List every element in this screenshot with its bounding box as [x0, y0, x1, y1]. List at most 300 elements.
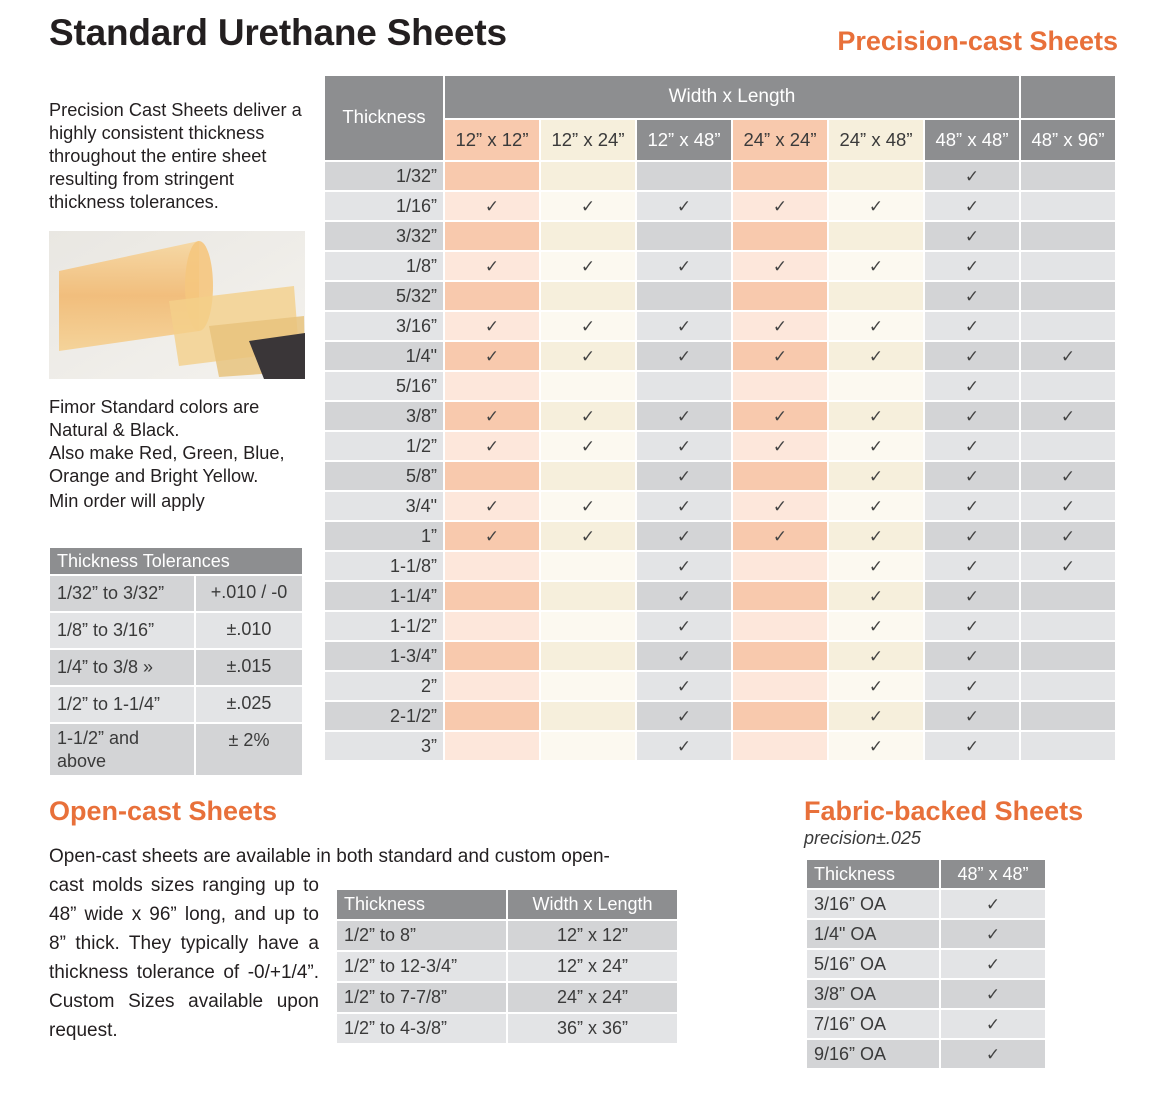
check-mark-icon: ✓: [484, 406, 500, 426]
check-mark-icon: ✓: [772, 406, 788, 426]
availability-cell: [941, 920, 1045, 948]
colors-note-line: Natural & Black.: [49, 420, 180, 440]
colors-note-line: Also make Red, Green, Blue,: [49, 443, 285, 463]
availability-cell: [541, 342, 635, 370]
width-length-header-extra: [1021, 76, 1115, 118]
table-row: [325, 522, 1115, 550]
open-cast-thickness: 1/2” to 8”: [337, 921, 506, 950]
check-mark-icon: ✓: [580, 436, 596, 456]
availability-cell: [445, 372, 539, 400]
size-column-header: 48” x 96”: [1021, 120, 1115, 160]
table-row: [807, 980, 1045, 1008]
check-mark-icon: ✓: [964, 526, 980, 546]
check-mark-icon: ✓: [868, 256, 884, 276]
check-mark-icon: ✓: [1060, 526, 1076, 546]
availability-cell: [1021, 192, 1115, 220]
availability-cell: [829, 732, 923, 760]
check-mark-icon: ✓: [964, 556, 980, 576]
availability-cell: [1021, 312, 1115, 340]
check-mark-icon: ✓: [772, 436, 788, 456]
availability-cell: [925, 162, 1019, 190]
availability-cell: [637, 252, 731, 280]
check-mark-icon: ✓: [484, 256, 500, 276]
check-mark-icon: ✓: [484, 346, 500, 366]
check-mark-icon: ✓: [964, 166, 980, 186]
thickness-cell: 1/4": [325, 342, 443, 370]
availability-cell: [541, 642, 635, 670]
thickness-tolerances-table: [48, 546, 304, 777]
check-mark-icon: ✓: [868, 586, 884, 606]
availability-cell: [1021, 462, 1115, 490]
check-mark-icon: ✓: [868, 316, 884, 336]
availability-cell: [829, 312, 923, 340]
tolerance-value: ±.015: [196, 650, 302, 685]
availability-cell: [925, 642, 1019, 670]
size-column-header: 12” x 48”: [637, 120, 731, 160]
check-mark-icon: ✓: [580, 346, 596, 366]
table-row: [325, 732, 1115, 760]
availability-cell: [941, 890, 1045, 918]
thickness-cell: 1/2”: [325, 432, 443, 460]
availability-cell: [541, 432, 635, 460]
check-mark-icon: ✓: [676, 496, 692, 516]
availability-cell: [541, 552, 635, 580]
availability-cell: [445, 432, 539, 460]
check-mark-icon: ✓: [964, 466, 980, 486]
availability-cell: [941, 1010, 1045, 1038]
availability-cell: [829, 192, 923, 220]
check-mark-icon: ✓: [964, 706, 980, 726]
check-mark-icon: ✓: [985, 1014, 1001, 1034]
open-cast-text: cast molds sizes ranging up to 48” wide x 96” long, and up to 8” thick. They typically have a thickness tolerance of -0/+1/4”. Custom Sizes available upon request.: [49, 875, 319, 1041]
table-row: [325, 702, 1115, 730]
size-column-header: 24” x 24”: [733, 120, 827, 160]
availability-cell: [637, 732, 731, 760]
availability-cell: [445, 612, 539, 640]
availability-cell: [925, 342, 1019, 370]
check-mark-icon: ✓: [676, 526, 692, 546]
availability-cell: [445, 582, 539, 610]
check-mark-icon: ✓: [676, 616, 692, 636]
fabric-thickness-header: Thickness: [807, 860, 939, 888]
availability-cell: [445, 552, 539, 580]
check-mark-icon: ✓: [964, 406, 980, 426]
availability-cell: [941, 1040, 1045, 1068]
thickness-cell: 1-1/8”: [325, 552, 443, 580]
open-cast-thickness: 1/2” to 7-7/8”: [337, 983, 506, 1012]
availability-cell: [637, 552, 731, 580]
check-mark-icon: ✓: [772, 346, 788, 366]
availability-cell: [445, 642, 539, 670]
availability-cell: [925, 192, 1019, 220]
table-row: [337, 921, 677, 950]
availability-cell: [829, 702, 923, 730]
table-row: [50, 576, 302, 611]
colors-note-line: Min order will apply: [49, 491, 205, 511]
availability-cell: [637, 312, 731, 340]
availability-cell: [733, 192, 827, 220]
thickness-cell: 1-3/4”: [325, 642, 443, 670]
check-mark-icon: ✓: [580, 316, 596, 336]
precision-cast-matrix: [323, 74, 1117, 762]
availability-cell: [541, 222, 635, 250]
check-mark-icon: ✓: [1060, 496, 1076, 516]
availability-cell: [733, 282, 827, 310]
table-row: [325, 282, 1115, 310]
availability-cell: [941, 950, 1045, 978]
check-mark-icon: ✓: [868, 616, 884, 636]
thickness-cell: 1-1/4”: [325, 582, 443, 610]
thickness-cell: 5/16”: [325, 372, 443, 400]
availability-cell: [925, 252, 1019, 280]
table-row: [50, 687, 302, 722]
thickness-cell: 5/8”: [325, 462, 443, 490]
thickness-cell: 1/32”: [325, 162, 443, 190]
table-row: [50, 613, 302, 648]
availability-cell: [445, 462, 539, 490]
availability-cell: [637, 372, 731, 400]
availability-cell: [733, 552, 827, 580]
availability-cell: [637, 342, 731, 370]
table-row: [50, 724, 302, 775]
availability-cell: [925, 582, 1019, 610]
availability-cell: [829, 402, 923, 430]
size-column-header: 12” x 12”: [445, 120, 539, 160]
availability-cell: [637, 642, 731, 670]
thickness-column-header: Thickness: [325, 76, 443, 160]
availability-cell: [733, 582, 827, 610]
availability-cell: [541, 192, 635, 220]
availability-cell: [925, 732, 1019, 760]
check-mark-icon: ✓: [868, 466, 884, 486]
check-mark-icon: ✓: [964, 436, 980, 456]
check-mark-icon: ✓: [676, 646, 692, 666]
availability-cell: [925, 312, 1019, 340]
size-column-header: 24” x 48”: [829, 120, 923, 160]
fabric-backed-subtitle: precision±.025: [804, 828, 921, 848]
availability-cell: [1021, 432, 1115, 460]
check-mark-icon: ✓: [772, 256, 788, 276]
availability-cell: [445, 222, 539, 250]
table-row: [807, 1040, 1045, 1068]
tolerance-range: 1/8” to 3/16”: [50, 613, 194, 648]
thickness-cell: 3/16”: [325, 312, 443, 340]
availability-cell: [1021, 252, 1115, 280]
availability-cell: [733, 432, 827, 460]
availability-cell: [925, 702, 1019, 730]
open-cast-table: [335, 888, 679, 1045]
check-mark-icon: ✓: [985, 984, 1001, 1004]
tolerance-range: 1/4” to 3/8 »: [50, 650, 194, 685]
table-row: [325, 312, 1115, 340]
availability-cell: [733, 462, 827, 490]
availability-cell: [637, 432, 731, 460]
availability-cell: [1021, 672, 1115, 700]
availability-cell: [637, 582, 731, 610]
check-mark-icon: ✓: [580, 526, 596, 546]
fabric-thickness: 5/16” OA: [807, 950, 939, 978]
availability-cell: [829, 672, 923, 700]
availability-cell: [445, 162, 539, 190]
fabric-size-header: 48” x 48”: [941, 860, 1045, 888]
thickness-cell: 1/16”: [325, 192, 443, 220]
tolerance-value: +.010 / -0: [196, 576, 302, 611]
check-mark-icon: ✓: [964, 646, 980, 666]
availability-cell: [829, 612, 923, 640]
availability-cell: [829, 582, 923, 610]
availability-cell: [733, 222, 827, 250]
table-row: [807, 1010, 1045, 1038]
check-mark-icon: ✓: [1060, 466, 1076, 486]
thickness-cell: 1-1/2”: [325, 612, 443, 640]
check-mark-icon: ✓: [676, 676, 692, 696]
availability-cell: [925, 282, 1019, 310]
tolerance-range: 1-1/2” and above: [50, 724, 194, 775]
fabric-thickness: 1/4" OA: [807, 920, 939, 948]
availability-cell: [733, 672, 827, 700]
availability-cell: [829, 522, 923, 550]
availability-cell: [1021, 222, 1115, 250]
thickness-cell: 2-1/2”: [325, 702, 443, 730]
thickness-cell: 1”: [325, 522, 443, 550]
availability-cell: [925, 552, 1019, 580]
check-mark-icon: ✓: [964, 616, 980, 636]
check-mark-icon: ✓: [580, 256, 596, 276]
availability-cell: [1021, 582, 1115, 610]
open-cast-text-line: Open-cast sheets are available in both standard and custom open-: [49, 846, 610, 867]
thickness-cell: 1/8”: [325, 252, 443, 280]
table-row: [325, 582, 1115, 610]
availability-cell: [733, 732, 827, 760]
check-mark-icon: ✓: [676, 586, 692, 606]
check-mark-icon: ✓: [484, 436, 500, 456]
check-mark-icon: ✓: [580, 496, 596, 516]
check-mark-icon: ✓: [964, 226, 980, 246]
check-mark-icon: ✓: [964, 316, 980, 336]
availability-cell: [637, 222, 731, 250]
check-mark-icon: ✓: [1060, 406, 1076, 426]
precision-cast-heading: Precision-cast Sheets: [837, 26, 1118, 56]
availability-cell: [1021, 552, 1115, 580]
availability-cell: [445, 282, 539, 310]
availability-cell: [829, 162, 923, 190]
check-mark-icon: ✓: [484, 316, 500, 336]
availability-cell: [541, 702, 635, 730]
urethane-sheets-photo: [49, 231, 305, 379]
availability-cell: [1021, 732, 1115, 760]
size-column-header: 48” x 48”: [925, 120, 1019, 160]
table-row: [807, 890, 1045, 918]
availability-cell: [733, 402, 827, 430]
availability-cell: [541, 732, 635, 760]
availability-cell: [541, 612, 635, 640]
table-row: [807, 950, 1045, 978]
fabric-thickness: 3/8” OA: [807, 980, 939, 1008]
check-mark-icon: ✓: [964, 586, 980, 606]
availability-cell: [1021, 642, 1115, 670]
open-cast-thickness-header: Thickness: [337, 890, 506, 919]
check-mark-icon: ✓: [868, 406, 884, 426]
availability-cell: [733, 612, 827, 640]
check-mark-icon: ✓: [772, 526, 788, 546]
check-mark-icon: ✓: [964, 376, 980, 396]
availability-cell: [1021, 522, 1115, 550]
check-mark-icon: ✓: [676, 556, 692, 576]
table-row: [325, 612, 1115, 640]
availability-cell: [733, 372, 827, 400]
availability-cell: [637, 672, 731, 700]
table-row: [325, 162, 1115, 190]
check-mark-icon: ✓: [868, 676, 884, 696]
check-mark-icon: ✓: [868, 526, 884, 546]
check-mark-icon: ✓: [676, 466, 692, 486]
availability-cell: [829, 492, 923, 520]
table-row: [325, 222, 1115, 250]
check-mark-icon: ✓: [868, 346, 884, 366]
check-mark-icon: ✓: [772, 316, 788, 336]
check-mark-icon: ✓: [484, 196, 500, 216]
check-mark-icon: ✓: [985, 954, 1001, 974]
check-mark-icon: ✓: [580, 196, 596, 216]
open-cast-size: 12” x 24”: [508, 952, 677, 981]
fabric-backed-table: [805, 858, 1047, 1070]
check-mark-icon: ✓: [964, 286, 980, 306]
availability-cell: [637, 192, 731, 220]
check-mark-icon: ✓: [964, 736, 980, 756]
check-mark-icon: ✓: [985, 1044, 1001, 1064]
table-row: [337, 952, 677, 981]
thickness-cell: 3/4": [325, 492, 443, 520]
table-row: [325, 672, 1115, 700]
check-mark-icon: ✓: [484, 496, 500, 516]
availability-cell: [445, 492, 539, 520]
availability-cell: [1021, 492, 1115, 520]
availability-cell: [541, 672, 635, 700]
colors-note-line: Orange and Bright Yellow.: [49, 466, 259, 486]
check-mark-icon: ✓: [676, 316, 692, 336]
check-mark-icon: ✓: [868, 436, 884, 456]
tolerance-value: ±.025: [196, 687, 302, 722]
check-mark-icon: ✓: [868, 706, 884, 726]
availability-cell: [541, 282, 635, 310]
availability-cell: [941, 980, 1045, 1008]
thickness-cell: 5/32”: [325, 282, 443, 310]
tolerances-header: Thickness Tolerances: [50, 548, 302, 574]
table-row: [337, 983, 677, 1012]
open-cast-size: 36” x 36”: [508, 1014, 677, 1043]
tolerance-range: 1/32” to 3/32”: [50, 576, 194, 611]
check-mark-icon: ✓: [484, 526, 500, 546]
availability-cell: [733, 312, 827, 340]
availability-cell: [925, 372, 1019, 400]
availability-cell: [637, 162, 731, 190]
thickness-cell: 3”: [325, 732, 443, 760]
availability-cell: [1021, 612, 1115, 640]
availability-cell: [637, 522, 731, 550]
table-row: [325, 402, 1115, 430]
check-mark-icon: ✓: [868, 196, 884, 216]
availability-cell: [445, 672, 539, 700]
availability-cell: [1021, 342, 1115, 370]
check-mark-icon: ✓: [868, 496, 884, 516]
open-cast-size: 24” x 24”: [508, 983, 677, 1012]
check-mark-icon: ✓: [985, 924, 1001, 944]
availability-cell: [445, 342, 539, 370]
availability-cell: [541, 522, 635, 550]
colors-note: [49, 396, 309, 513]
availability-cell: [541, 252, 635, 280]
fabric-thickness: 9/16” OA: [807, 1040, 939, 1068]
check-mark-icon: ✓: [868, 556, 884, 576]
table-row: [337, 1014, 677, 1043]
width-length-header: Width x Length: [445, 76, 1019, 118]
availability-cell: [925, 222, 1019, 250]
check-mark-icon: ✓: [772, 496, 788, 516]
availability-cell: [445, 402, 539, 430]
availability-cell: [829, 462, 923, 490]
availability-cell: [637, 492, 731, 520]
table-row: [50, 650, 302, 685]
table-row: [325, 372, 1115, 400]
availability-cell: [541, 312, 635, 340]
availability-cell: [733, 522, 827, 550]
availability-cell: [1021, 372, 1115, 400]
table-row: [325, 552, 1115, 580]
availability-cell: [445, 522, 539, 550]
availability-cell: [1021, 282, 1115, 310]
availability-cell: [1021, 162, 1115, 190]
thickness-cell: 3/32”: [325, 222, 443, 250]
fabric-thickness: 7/16” OA: [807, 1010, 939, 1038]
availability-cell: [445, 192, 539, 220]
check-mark-icon: ✓: [676, 256, 692, 276]
availability-cell: [925, 672, 1019, 700]
availability-cell: [925, 612, 1019, 640]
open-cast-size: 12” x 12”: [508, 921, 677, 950]
availability-cell: [925, 462, 1019, 490]
availability-cell: [829, 282, 923, 310]
open-cast-thickness: 1/2” to 12-3/4”: [337, 952, 506, 981]
availability-cell: [1021, 702, 1115, 730]
availability-cell: [925, 492, 1019, 520]
availability-cell: [733, 642, 827, 670]
availability-cell: [445, 732, 539, 760]
availability-cell: [829, 222, 923, 250]
size-column-header: 12” x 24”: [541, 120, 635, 160]
availability-cell: [637, 402, 731, 430]
thickness-cell: 3/8”: [325, 402, 443, 430]
table-row: [325, 192, 1115, 220]
open-cast-size-header: Width x Length: [508, 890, 677, 919]
table-row: [325, 252, 1115, 280]
availability-cell: [733, 702, 827, 730]
availability-cell: [829, 342, 923, 370]
tolerance-range: 1/2” to 1-1/4”: [50, 687, 194, 722]
availability-cell: [733, 342, 827, 370]
table-row: [325, 342, 1115, 370]
check-mark-icon: ✓: [868, 646, 884, 666]
availability-cell: [829, 642, 923, 670]
colors-note-line: Fimor Standard colors are: [49, 397, 260, 417]
availability-cell: [445, 702, 539, 730]
availability-cell: [733, 492, 827, 520]
tolerance-value: ± 2%: [196, 724, 302, 775]
fabric-thickness: 3/16” OA: [807, 890, 939, 918]
check-mark-icon: ✓: [676, 706, 692, 726]
availability-cell: [925, 402, 1019, 430]
check-mark-icon: ✓: [1060, 346, 1076, 366]
availability-cell: [925, 432, 1019, 460]
